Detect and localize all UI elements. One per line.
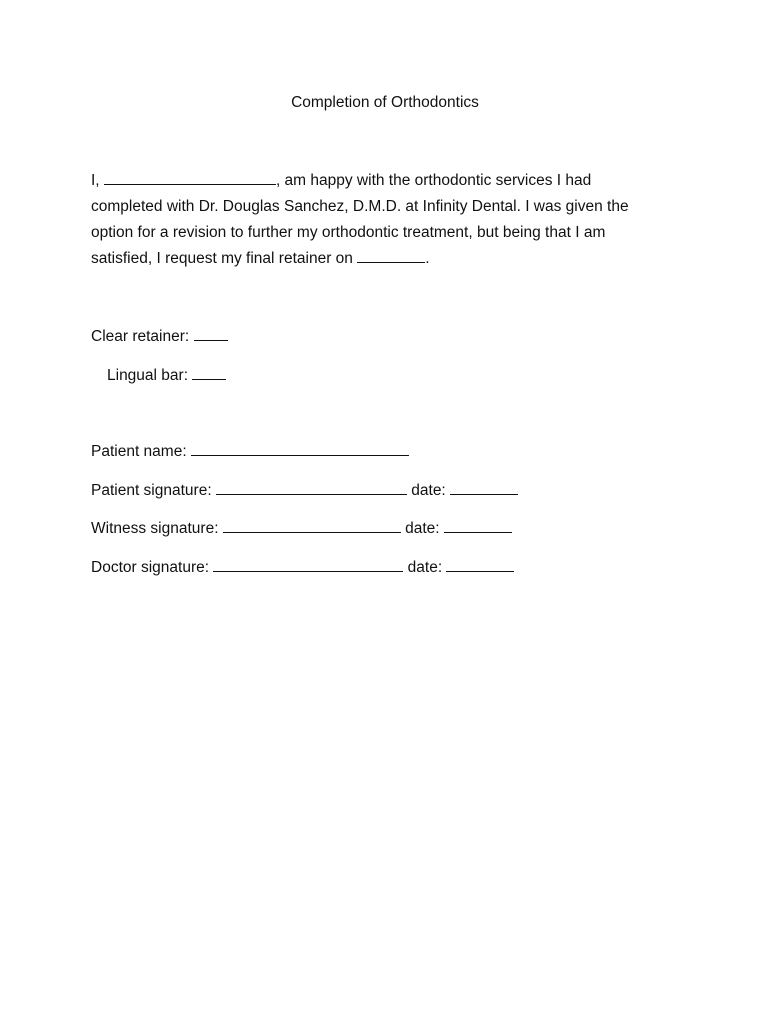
witness-date-label: date: [405,520,440,537]
witness-signature-row [91,518,512,538]
paragraph-line-4-start: satisfied, I request my final retainer on [91,250,353,267]
patient-name-blank[interactable] [104,170,276,185]
doctor-signature-row [91,557,514,577]
paragraph-line-2: completed with Dr. Douglas Sanchez, D.M.D. at Infinity Dental. I was given the [91,198,629,215]
clear-retainer-label: Clear retainer: [91,328,190,345]
paragraph-line-3: option for a revision to further my orthodontic treatment, but being that I am [91,224,606,241]
patient-signature-field[interactable] [216,480,407,495]
doctor-signature-field[interactable] [213,557,403,572]
lingual-bar-label: Lingual bar: [107,367,189,384]
witness-date-field[interactable] [444,518,512,533]
lingual-bar-row [107,365,226,385]
patient-name-row [91,441,409,461]
retainer-date-blank[interactable] [357,248,425,263]
lingual-bar-blank[interactable] [192,365,226,380]
document-title: Completion of Orthodontics [291,94,479,111]
witness-signature-field[interactable] [223,518,401,533]
patient-signature-label: Patient signature: [91,482,212,499]
witness-signature-label: Witness signature: [91,520,219,537]
paragraph-line-1-end: , am happy with the orthodontic services I had [275,172,592,189]
doctor-date-label: date: [407,559,443,576]
paragraph-line-1 [91,168,661,194]
paragraph-line-1-start: I, [91,172,100,189]
paragraph-line-4 [91,246,661,272]
agreement-paragraph [91,168,661,272]
patient-name-label: Patient name: [91,443,187,460]
doctor-signature-label: Doctor signature: [91,559,210,576]
doctor-date-field[interactable] [446,557,514,572]
clear-retainer-blank[interactable] [194,326,228,341]
patient-signature-row [91,480,518,500]
patient-date-label: date: [411,482,446,499]
paragraph-line-4-end: . [425,250,430,267]
patient-name-field[interactable] [191,441,409,456]
patient-date-field[interactable] [450,480,518,495]
clear-retainer-row [91,326,228,346]
